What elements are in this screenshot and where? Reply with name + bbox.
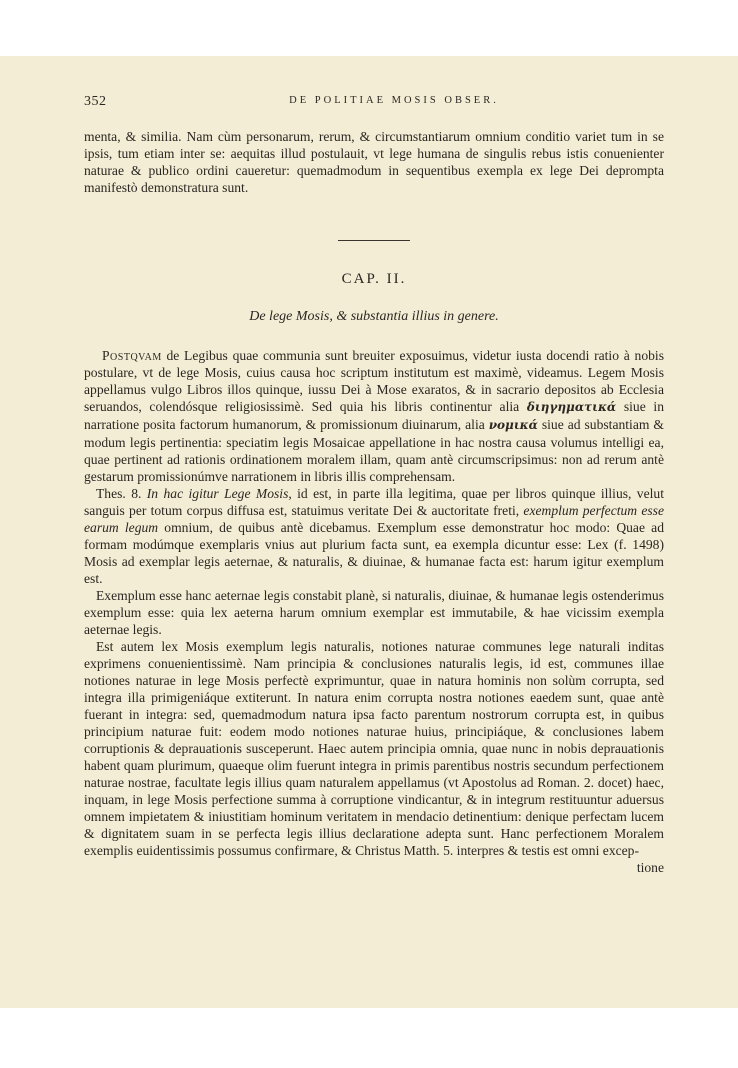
thesis-label: Thes. 8.: [96, 486, 147, 501]
italic-phrase: In hac igitur Lege Mosis: [146, 486, 289, 501]
paragraph-postqvam: [84, 347, 664, 485]
chapter-heading: CAP. II.: [341, 271, 407, 287]
chapter-subtitle: De lege Mosis, & substantia illius in genere.: [249, 309, 499, 324]
greek-term: διηγηματικά: [526, 400, 617, 414]
text-block: [84, 128, 664, 876]
book-page: [0, 56, 738, 1008]
section-rule: [338, 240, 410, 241]
paragraph-exemplum: Exemplum esse hanc aeternae legis constabit planè, si naturalis, diuinae, & humanae legis ostenderimus exemplum esse: quia lex aeterna harum omnium exemplar est immutabile, & hae vicissim exempla aeternae legis.: [84, 588, 664, 637]
paragraph-text: , id est, in parte illa legitima, quae per libros quinque illius, velut sanguis per totum corpus diffusa est, statuimus veritate Dei & auctoritate freti,: [84, 486, 664, 518]
opening-paragraph: menta, & similia. Nam cùm personarum, rerum, & circumstantiarum omnium conditio variet tum in se ipsis, tum etiam inter se: aequitas illud postulauit, vt lege humana de singulis rebus istis conuenienter naturae & publico ordini caueretur: quemadmodum in sequentibus exempla ex lege Dei deprompta manifestò demonstratura sunt.: [84, 129, 664, 195]
paragraph-text: omnium, de quibus antè dicebamus. Exemplum esse demonstratur hoc modo: Quae ad formam modúmque exemplaris vnius aut plurium facta sunt, ea exempla dicuntur esse: Lex (f. 1498) Mosis ad exemplar legis aeternae, & naturalis, & diuinae, & humanae facta est: harum igitur exemplum est.: [84, 520, 664, 586]
paragraph-text: siue in narratione posita factorum humanorum, & promissionum diuinarum, alia: [84, 399, 664, 432]
paragraph-text: siue ad substantiam & modum legis pertinentia: speciatim legis Mosaicae appellatione in hac nostra causa volumus intelligi ea, quae pertinent ad rationis ordinationem moralem illam, quam antè circumscripsimus: non ad rerum antè gestarum promissionúmve narrationem in libris illis comprehensam.: [84, 417, 664, 484]
italic-phrase: exemplum perfectum esse earum legum: [84, 503, 665, 535]
drop-word: Postqvam: [102, 348, 162, 363]
greek-term: νομικά: [488, 418, 538, 432]
page-number: 352: [84, 94, 107, 109]
catchword: tione: [636, 860, 664, 875]
paragraph-text: de Legibus quae communia sunt breuiter exposuimus, videtur iusta docendi ratio à nobis postulare, vt de lege Mosis, cuius causa hoc scriptum institutum est maximè, videamus. Legem Mosis appellamus vulgo Libros illos quinque, iussu Dei à Mose exaratos, & in sacrario depositos ab Ecclesia seruandos, colendósque religiosissimè. Sed quia his libris continentur alia: [84, 348, 664, 414]
paragraph-thesis-8: [84, 485, 664, 587]
running-head: DE POLITIAE MOSIS OBSER.: [289, 95, 499, 106]
paragraph-est-autem: Est autem lex Mosis exemplum legis naturalis, notiones naturae communes lege naturali inditas exprimens conuenientissimè. Nam principia & conclusiones naturalis legis, id est, communes illae notiones naturae in lege Mosis perfectè exprimuntur, quae in natura hominis non solùm corrupta, sed integra illa primigeniáque extiterunt. In natura enim corrupta nostra notiones eaedem sunt, quae antè fuerant in integra: sed, quemadmodum natura ipsa facto parentum nostrorum corrupta est, in quibus principium naturae fuit: eodem modo notiones naturae huius, principiáque, & conclusiones labem corruptionis & deprauationis susceperunt. Haec autem principia omnia, quae nunc in nobis deprauationis habent quam plurimum, quaeque olim fuerunt integra in primis parentibus nostris secundum perfectionem naturae nostrae, facultate legis illius quam naturalem appellamus (vt Apostolus ad Roman. 2. docet) haec, inquam, in lege Mosis perfectione summa à corruptione vindicantur, & in integrum restituuntur aduersus omnem impietatem & iniustitiam hominum veritatem in mendacio detinentium: denique perfectam lucem & dignitatem suam in se perfecta legis illius declaratione adepta sunt. Hanc perfectionem Moralem exemplis euidentissimis possumus confirmare, & Christus Matth. 5. interpres & testis est omni excep-: [84, 639, 664, 858]
page-header: [84, 94, 664, 114]
